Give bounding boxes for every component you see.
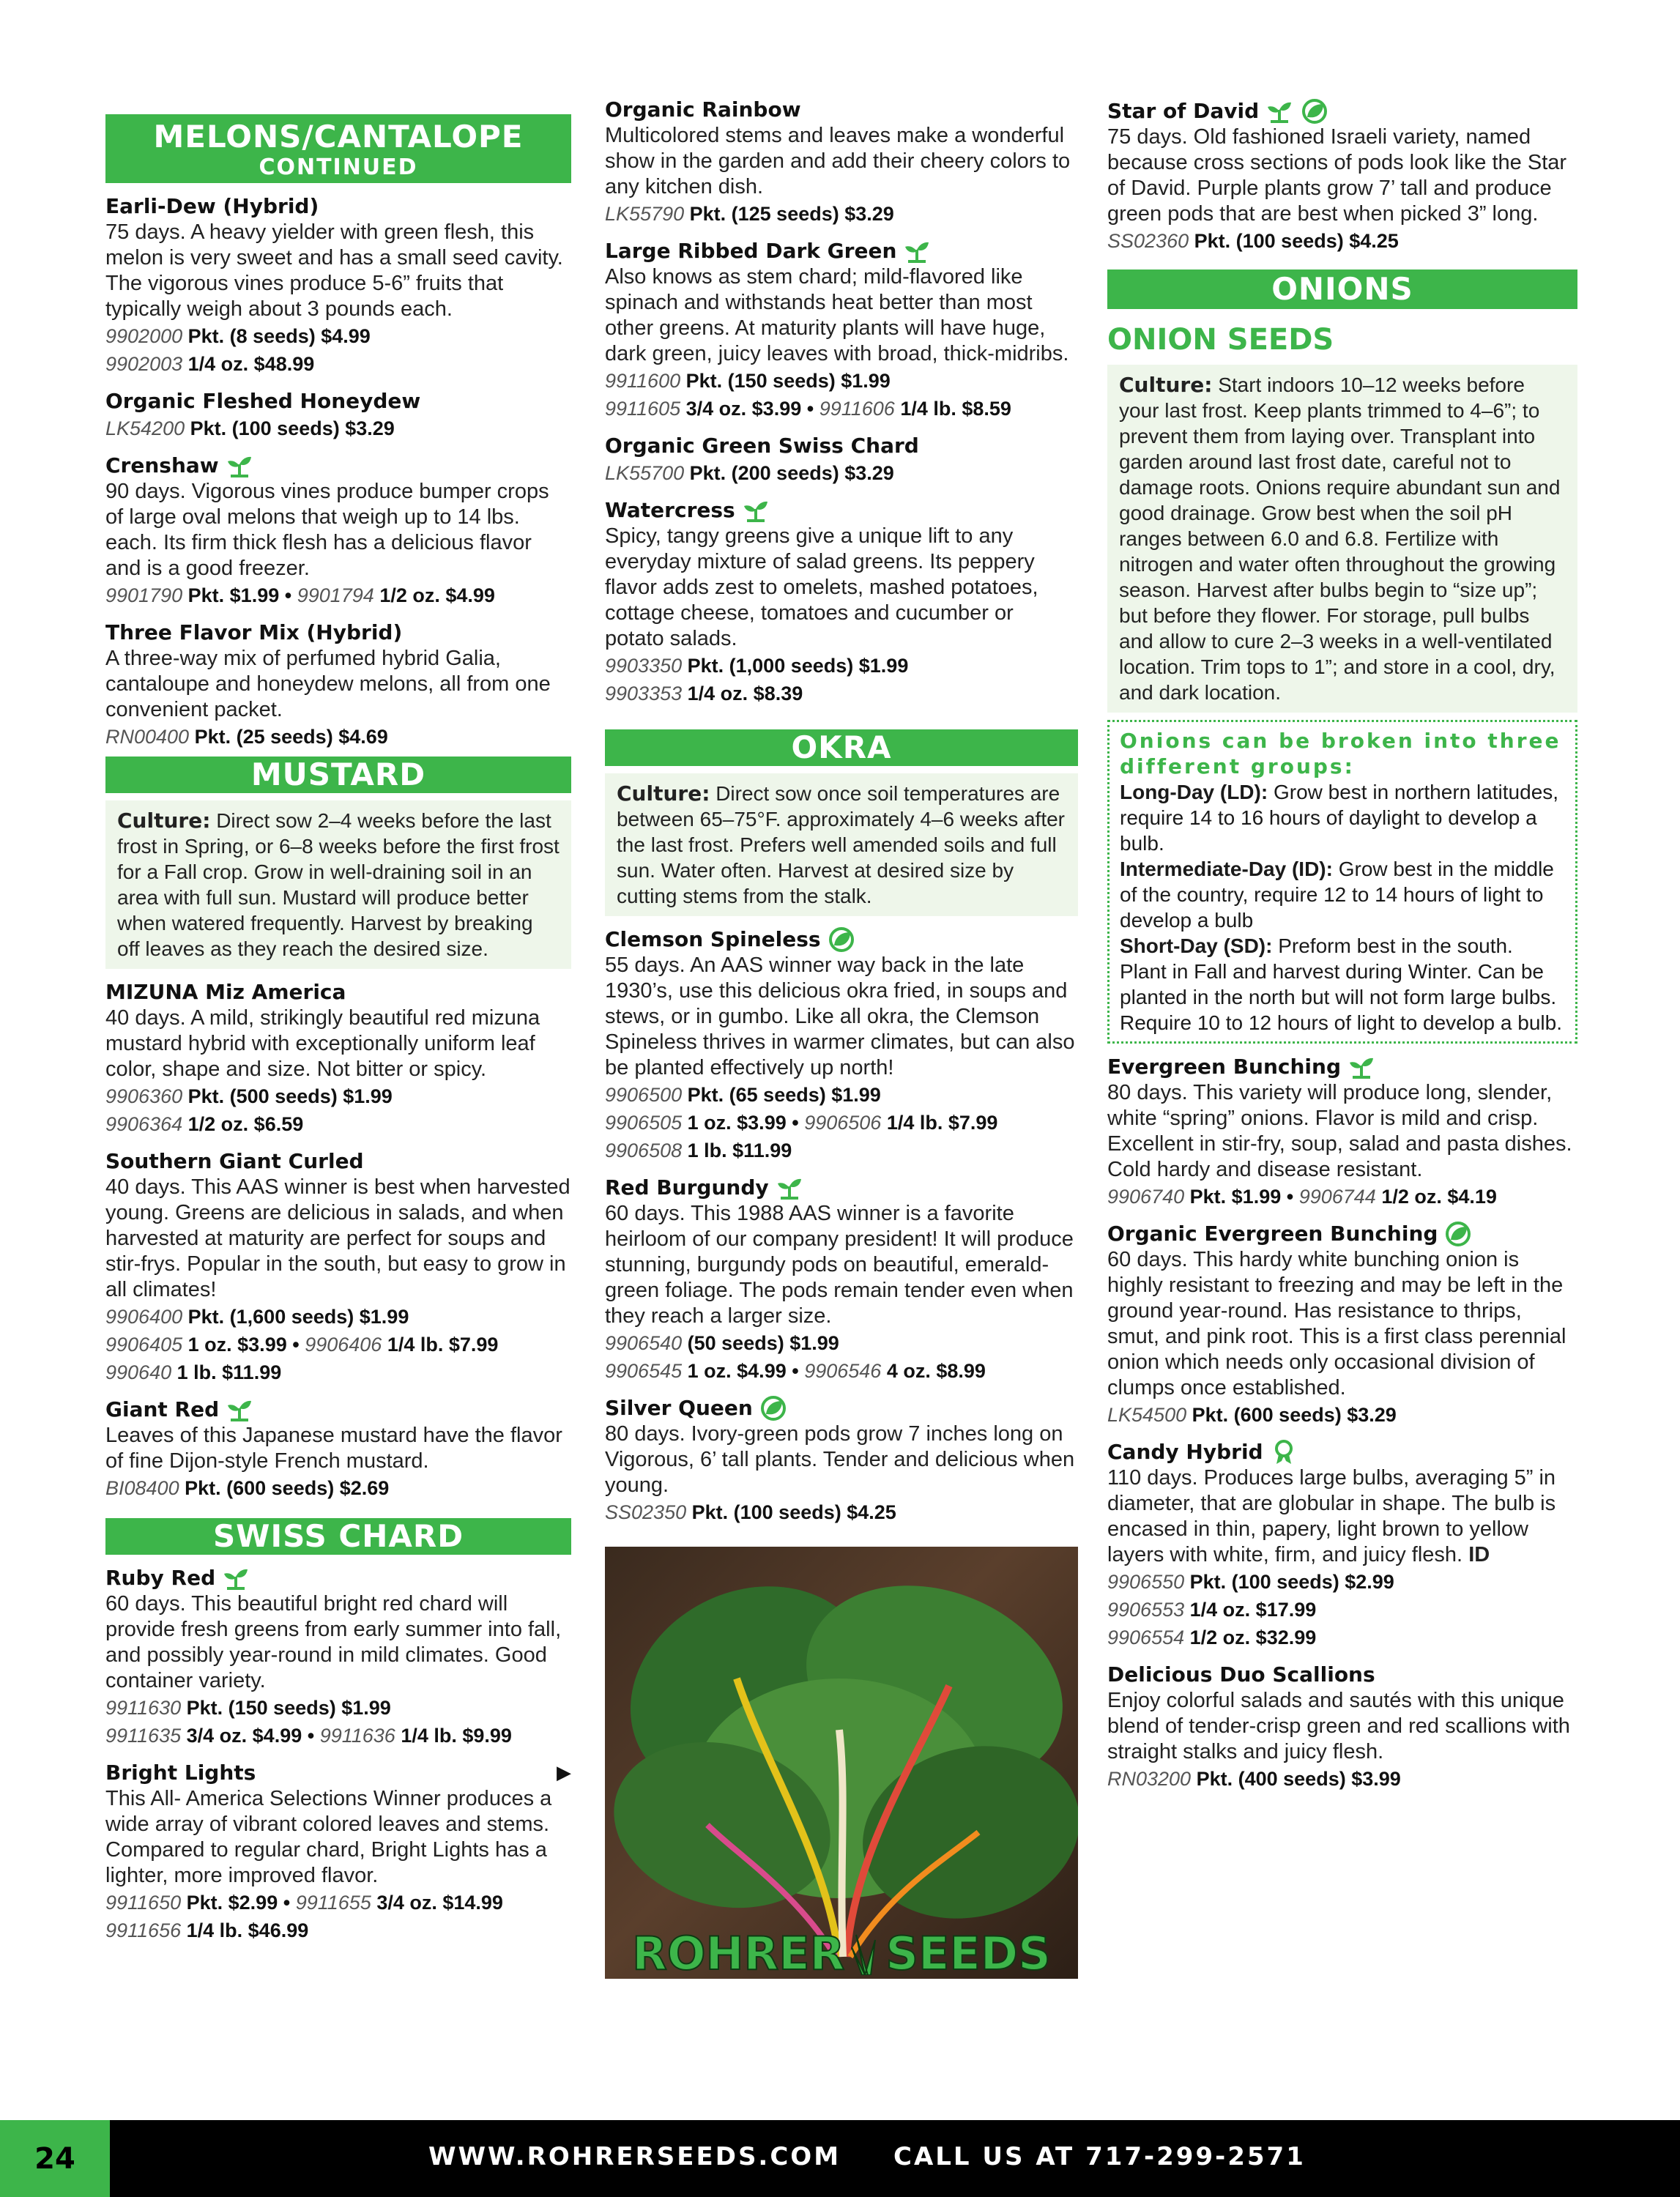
product-desc: 60 days. This 1988 AAS winner is a favorite heirloom of our company president! It will produce stunning, burgundy pods on beautiful, emerald-green foliage. The pods remain tender even when they reach a larger size. bbox=[605, 1202, 1074, 1328]
section-title: OKRA bbox=[791, 729, 892, 765]
product-name: Crenshaw bbox=[105, 453, 571, 479]
product-desc: 40 days. This AAS winner is best when harvested young. Greens are delicious in salads, and when harvested at maturity are perfect for soups and stir-frys. Popular in the south, but easy to grow in all climates! bbox=[105, 1175, 570, 1301]
product-name: MIZUNA Miz America bbox=[105, 980, 346, 1004]
section-title: MUSTARD bbox=[250, 757, 426, 792]
price-line: 9906540 (50 seeds) $1.99 bbox=[605, 1332, 839, 1354]
product-desc: 110 days. Produces large bulbs, averaging 5” in diameter, that are globular in shape. The bulb is encased in thin, papery, light brown to yellow layers with white, firm, and juicy flesh. ID bbox=[1107, 1466, 1556, 1566]
award-ribbon-icon bbox=[1269, 1439, 1298, 1465]
price-line: 9906553 1/4 oz. $17.99 bbox=[1107, 1599, 1317, 1621]
column-right bbox=[1107, 88, 1577, 1793]
price-line: 9906360 Pkt. (500 seeds) $1.99 bbox=[105, 1085, 393, 1107]
price-line: SS02350 Pkt. (100 seeds) $4.25 bbox=[605, 1501, 896, 1523]
product-name: Organic Fleshed Honeydew bbox=[105, 389, 421, 413]
price-line: 9906505 1 oz. $3.99 • 9906506 1/4 lb. $7.99 bbox=[605, 1112, 998, 1134]
grass-icon bbox=[849, 1931, 881, 1975]
product-evergreen-bunching bbox=[1107, 1054, 1577, 1211]
section-banner-onions bbox=[1107, 269, 1577, 309]
page-footer bbox=[0, 2120, 1680, 2197]
price-line: 9906554 1/2 oz. $32.99 bbox=[1107, 1627, 1317, 1648]
price-line: 9906508 1 lb. $11.99 bbox=[605, 1140, 792, 1161]
product-southern-giant bbox=[105, 1148, 571, 1386]
sprout-icon bbox=[221, 1565, 250, 1591]
product-desc: This All- America Selections Winner produces a wide array of vibrant colored leaves and stems. Compared to regular chard, Bright Lights has a lighter, more improved flavor. bbox=[105, 1787, 552, 1887]
product-giant-red bbox=[105, 1397, 571, 1502]
culture-box: Culture: Direct sow 2–4 weeks before the last frost in Spring, or 6–8 weeks before the first frost for a Fall crop. Grow in well-draining soil in an area with full sun. Mustard will produce better when watered frequently. Harvest by breaking off leaves as they reach the desired size. bbox=[105, 800, 571, 969]
sprout-icon bbox=[225, 1397, 254, 1423]
product-desc: 40 days. A mild, strikingly beautiful red mizuna mustard hybrid with exceptionally uniform leaf color, shape and size. Not bitter or spicy. bbox=[105, 1006, 540, 1081]
product-name: Organic Rainbow bbox=[605, 97, 801, 122]
product-three-flavor bbox=[105, 620, 571, 751]
product-name: Ruby Red bbox=[105, 1565, 571, 1591]
product-star-of-david bbox=[1107, 98, 1577, 255]
chard-leaves-illustration bbox=[605, 1547, 1078, 1979]
product-name: Silver Queen bbox=[605, 1395, 1078, 1421]
product-delicious-duo bbox=[1107, 1662, 1577, 1793]
price-line: 9903353 1/4 oz. $8.39 bbox=[605, 683, 803, 705]
price-line: 9911630 Pkt. (150 seeds) $1.99 bbox=[105, 1697, 391, 1719]
price-line: LK55700 Pkt. (200 seeds) $3.29 bbox=[605, 462, 894, 484]
group-short-day: Short-Day (SD): Preform best in the south. Plant in Fall and harvest during Winter. Can be planted in the north but will not form large bulbs. Require 10 to 12 hours of light to develop a bulb. bbox=[1120, 934, 1562, 1034]
product-desc: Leaves of this Japanese mustard have the flavor of fine Dijon-style French mustard. bbox=[105, 1424, 562, 1473]
culture-box: Culture: Start indoors 10–12 weeks before your last frost. Keep plants trimmed to 4–6”; to prevent them from laying over. Transplant into garden around last frost date, careful not to damage roots. Onions require abundant sun and good drainage. Grow best when the soil pH ranges between 6.0 and 6.8. Fertilize with nitrogen and water often throughout the growing season. Harvest after bulbs begin to “size up”; but before they flower. For storage, pull bulbs and allow to cure 2–3 weeks in a well-ventilated location. Trim tops to 1”; and store in a cool, dry, and dark location. bbox=[1107, 365, 1577, 713]
product-name: Three Flavor Mix (Hybrid) bbox=[105, 620, 403, 644]
section-title: ONIONS bbox=[1271, 271, 1413, 307]
onion-seeds-heading: ONION SEEDS bbox=[1107, 323, 1334, 357]
price-line: 9911650 Pkt. $2.99 • 9911655 3/4 oz. $14.99 bbox=[105, 1892, 503, 1914]
product-name: Delicious Duo Scallions bbox=[1107, 1662, 1375, 1687]
price-line: LK54500 Pkt. (600 seeds) $3.29 bbox=[1107, 1404, 1397, 1426]
culture-box: Culture: Direct sow once soil temperatures are between 65–75°F. approximately 4–6 weeks after the last frost. Prefers well amended soils and full sun. Water often. Harvest at desired size by cutting stems from the stalk. bbox=[605, 773, 1078, 916]
product-name: Watercress bbox=[605, 497, 1078, 524]
section-banner-melons bbox=[105, 114, 571, 183]
product-desc: 80 days. Ivory-green pods grow 7 inches long on Vigorous, 6’ tall plants. Tender and delicious when young. bbox=[605, 1422, 1075, 1497]
play-arrow-icon: ▶ bbox=[557, 1762, 571, 1784]
product-desc: Also knows as stem chard; mild-flavored like spinach and withstands heat better than most other greens. At maturity plants will have huge, dark green, juicy leaves with broad, thick-midribs. bbox=[605, 265, 1069, 365]
product-mizuna bbox=[105, 979, 571, 1138]
price-line: 990640 1 lb. $11.99 bbox=[105, 1361, 282, 1383]
product-name: Southern Giant Curled bbox=[105, 1149, 364, 1173]
price-line: 9906364 1/2 oz. $6.59 bbox=[105, 1113, 304, 1135]
onion-groups-box bbox=[1107, 720, 1577, 1044]
groups-heading: Onions can be broken into three different groups: bbox=[1120, 729, 1561, 778]
price-line: 9906545 1 oz. $4.99 • 9906546 4 oz. $8.99 bbox=[605, 1360, 986, 1382]
product-green-swiss-chard bbox=[605, 433, 1078, 487]
product-clemson-spineless bbox=[605, 926, 1078, 1164]
product-desc: 60 days. This beautiful bright red chard will provide fresh greens from early summer into fall, and possibly year-round in mild climates. Good container variety. bbox=[105, 1592, 562, 1692]
price-line: RN00400 Pkt. (25 seeds) $4.69 bbox=[105, 726, 388, 748]
product-desc: Spicy, tangy greens give a unique lift to any everyday mixture of salad greens. Its peppery flavor adds zest to omelets, mashed potatoes, cottage cheese, tomatoes and cucumber or potato salads. bbox=[605, 524, 1038, 650]
product-name: Red Burgundy bbox=[605, 1175, 1078, 1201]
product-desc: 60 days. This hardy white bunching onion is highly resistant to freezing and may be left in the ground year-round. Has resistance to thrips, smut, and pink root. This is a first class perennial onion which needs only occasional division of clumps once established. bbox=[1107, 1248, 1566, 1399]
product-desc: Enjoy colorful salads and sautés with this unique blend of tender-crisp green and red scallions with straight stalks and juicy flesh. bbox=[1107, 1689, 1570, 1763]
sprout-icon bbox=[225, 453, 254, 479]
product-name: Bright Lights ▶ bbox=[105, 1761, 571, 1785]
product-silver-queen bbox=[605, 1395, 1078, 1526]
product-name: Candy Hybrid bbox=[1107, 1439, 1577, 1465]
swiss-chard-photo bbox=[605, 1547, 1078, 1979]
price-line: RN03200 Pkt. (400 seeds) $3.99 bbox=[1107, 1768, 1401, 1790]
product-name: Evergreen Bunching bbox=[1107, 1054, 1577, 1080]
product-desc: 75 days. Old fashioned Israeli variety, named because cross sections of pods look like the Star of David. Purple plants grow 7’ tall and produce green pods that are best when picked 3” long. bbox=[1107, 125, 1567, 226]
product-desc: 80 days. This variety will produce long, slender, white “spring” onions. Flavor is mild and crisp. Excellent in stir-fry, soup, salad and pasta dishes. Cold hardy and disease resistant. bbox=[1107, 1081, 1572, 1181]
price-line: 9902003 1/4 oz. $48.99 bbox=[105, 353, 315, 375]
price-line: BI08400 Pkt. (600 seeds) $2.69 bbox=[105, 1477, 390, 1499]
price-line: 9906740 Pkt. $1.99 • 9906744 1/2 oz. $4.19 bbox=[1107, 1186, 1497, 1208]
price-line: 9911605 3/4 oz. $3.99 • 9911606 1/4 lb. $8.59 bbox=[605, 398, 1011, 420]
section-banner-mustard bbox=[105, 757, 571, 793]
price-line: LK55790 Pkt. (125 seeds) $3.29 bbox=[605, 203, 894, 225]
price-line: 9906405 1 oz. $3.99 • 9906406 1/4 lb. $7.99 bbox=[105, 1334, 499, 1356]
price-line: 9906400 Pkt. (1,600 seeds) $1.99 bbox=[105, 1306, 409, 1328]
product-bright-lights bbox=[105, 1760, 571, 1944]
product-large-ribbed bbox=[605, 238, 1078, 423]
section-banner-okra bbox=[605, 729, 1078, 766]
organic-leaf-icon bbox=[759, 1395, 788, 1421]
price-line: 9911600 Pkt. (150 seeds) $1.99 bbox=[605, 370, 891, 392]
price-line: LK54200 Pkt. (100 seeds) $3.29 bbox=[105, 417, 395, 439]
organic-leaf-icon bbox=[1443, 1221, 1473, 1247]
rohrer-seeds-logo: ROHRER SEEDS bbox=[632, 1926, 1051, 1979]
product-organic-evergreen-bunching bbox=[1107, 1221, 1577, 1429]
product-name: Earli-Dew (Hybrid) bbox=[105, 194, 319, 218]
product-desc: Multicolored stems and leaves make a wonderful show in the garden and add their cheery colors to any kitchen dish. bbox=[605, 124, 1071, 198]
page-number: 24 bbox=[0, 2120, 110, 2197]
group-intermediate-day: Intermediate-Day (ID): Grow best in the middle of the country, require 12 to 14 hours of light to develop a bulb bbox=[1120, 858, 1554, 932]
product-name: Star of David bbox=[1107, 98, 1577, 124]
organic-leaf-icon bbox=[1300, 98, 1329, 124]
phone-callout: CALL US AT 717-299-2571 bbox=[893, 2142, 1306, 2171]
section-subtitle: CONTINUED bbox=[259, 155, 418, 180]
price-line: 9901790 Pkt. $1.99 • 9901794 1/2 oz. $4.99 bbox=[105, 584, 495, 606]
price-line: 9903350 Pkt. (1,000 seeds) $1.99 bbox=[605, 655, 909, 677]
product-earli-dew bbox=[105, 193, 571, 378]
price-line: 9906550 Pkt. (100 seeds) $2.99 bbox=[1107, 1571, 1394, 1593]
product-red-burgundy bbox=[605, 1175, 1078, 1385]
sprout-icon bbox=[1265, 98, 1294, 124]
product-desc: 55 days. An AAS winner way back in the late 1930’s, use this delicious okra fried, in soups and stews, or in gumbo. Like all okra, the Clemson Spineless thrives in warmer climates, but can also be planted effectively up north! bbox=[605, 953, 1075, 1079]
column-middle bbox=[605, 88, 1078, 1979]
product-desc: 90 days. Vigorous vines produce bumper crops of large oval melons that weigh up to 14 lbs. each. Its firm thick flesh has a delicious flavor and is a good freezer. bbox=[105, 480, 549, 580]
product-watercress bbox=[605, 497, 1078, 707]
product-honeydew bbox=[105, 388, 571, 442]
organic-leaf-icon bbox=[827, 926, 856, 953]
sprout-icon bbox=[1347, 1054, 1376, 1080]
price-line: 9911635 3/4 oz. $4.99 • 9911636 1/4 lb. $9.99 bbox=[105, 1725, 512, 1747]
group-long-day: Long-Day (LD): Grow best in northern latitudes, require 14 to 16 hours of daylight to develop a bulb. bbox=[1120, 781, 1559, 855]
price-line: SS02360 Pkt. (100 seeds) $4.25 bbox=[1107, 230, 1399, 252]
sprout-icon bbox=[741, 497, 770, 524]
section-title: MELONS/CANTALOPE bbox=[153, 119, 524, 155]
product-desc: 75 days. A heavy yielder with green flesh, this melon is very sweet and has a small seed cavity. The vigorous vines produce 5-6” fruits that typically weigh about 3 pounds each. bbox=[105, 220, 563, 321]
sprout-icon bbox=[902, 238, 932, 264]
sprout-icon bbox=[775, 1175, 804, 1201]
product-name: Organic Green Swiss Chard bbox=[605, 434, 919, 458]
product-ruby-red bbox=[105, 1565, 571, 1750]
product-desc: A three-way mix of perfumed hybrid Galia, cantaloupe and honeydew melons, all from one convenient packet. bbox=[105, 647, 551, 721]
product-crenshaw bbox=[105, 453, 571, 609]
website-link[interactable]: WWW.ROHRERSEEDS.COM bbox=[428, 2142, 841, 2171]
section-banner-swiss-chard bbox=[105, 1518, 571, 1555]
product-name: Giant Red bbox=[105, 1397, 571, 1423]
product-name: Organic Evergreen Bunching bbox=[1107, 1221, 1577, 1247]
product-candy-hybrid bbox=[1107, 1439, 1577, 1651]
price-line: 9906500 Pkt. (65 seeds) $1.99 bbox=[605, 1084, 881, 1106]
column-left bbox=[105, 94, 571, 1944]
price-line: 9902000 Pkt. (8 seeds) $4.99 bbox=[105, 325, 371, 347]
product-name: Large Ribbed Dark Green bbox=[605, 238, 1078, 264]
price-line: 9911656 1/4 lb. $46.99 bbox=[105, 1919, 309, 1941]
section-title: SWISS CHARD bbox=[212, 1518, 464, 1554]
product-name: Clemson Spineless bbox=[605, 926, 1078, 953]
product-organic-rainbow bbox=[605, 97, 1078, 228]
